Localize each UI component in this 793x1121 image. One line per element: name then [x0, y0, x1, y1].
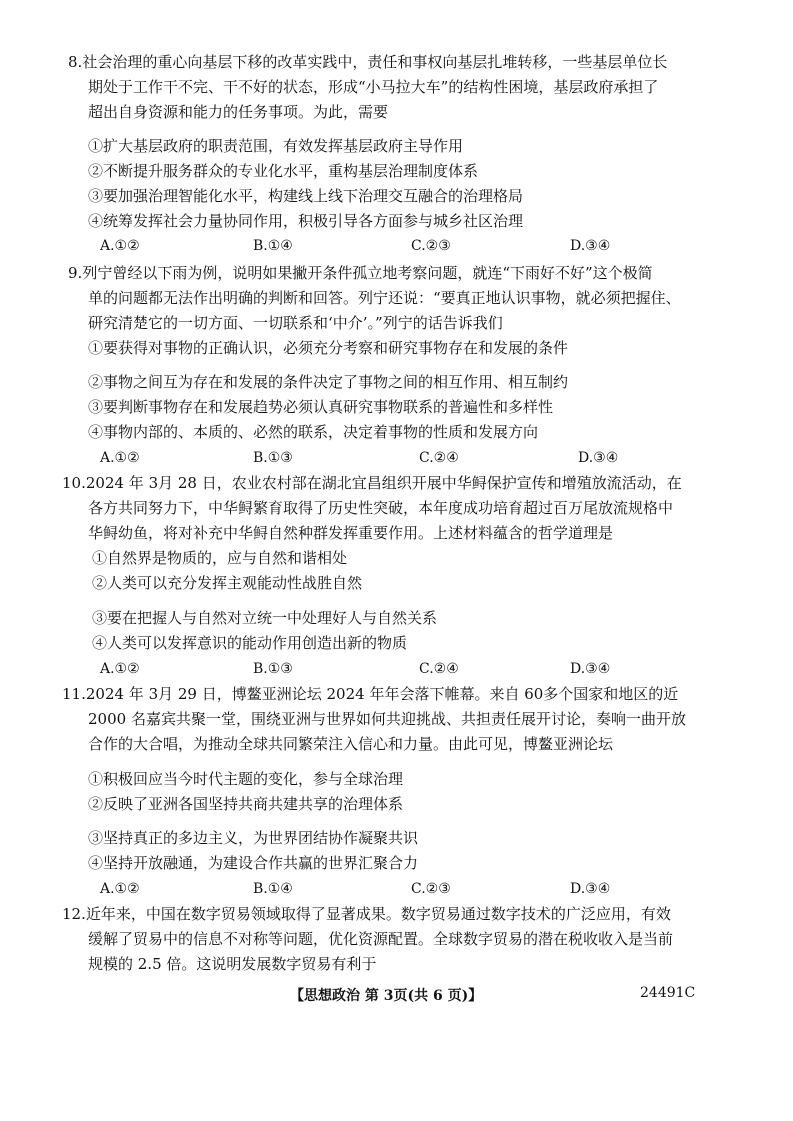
stem-line: 超出自身资源和能力的任务事项。为此，需要	[88, 103, 389, 121]
option-1: ①自然界是物质的，应与自然和谐相处	[92, 549, 348, 567]
stem-line: 2024 年 3月 28 日，农业农村部在湖北宜昌组织开展中华鲟保护宣传和增殖放流活动，在	[85, 474, 682, 492]
option-2: ②反映了亚洲各国坚持共商共建共享的治理体系	[88, 795, 404, 813]
paper-code: 24491C	[640, 985, 696, 1001]
choice-d: D.③④	[570, 238, 611, 254]
option-3: ③要在把握人与自然对立统一中处理好人与自然关系	[92, 609, 438, 627]
stem-line: 列宁曾经以下雨为例，说明如果撇开条件孤立地考察问题，就连“下雨好不好”这个极简	[82, 264, 653, 282]
question-number: 9.	[68, 264, 83, 282]
choice-b: B.①④	[253, 238, 293, 254]
choice-c: C.②③	[411, 238, 451, 254]
choice-a: A.①②	[100, 238, 140, 254]
option-1: ①要获得对事物的正确认识，必须充分考察和研究事物存在和发展的条件	[88, 339, 569, 357]
stem-line: 近年来，中国在数字贸易领域取得了显著成果。数字贸易通过数字技术的广泛应用，有效	[85, 905, 671, 923]
stem-line: 研究清楚它的一切方面、一切联系和‘中介’。”列宁的话告诉我们	[88, 314, 503, 332]
question-11-stem	[62, 682, 732, 757]
stem-line: 2000 名嘉宾共聚一堂，围绕亚洲与世界如何共迎挑战、共担责任展开讨论，奏响一曲开放	[88, 710, 686, 728]
option-3: ③要加强治理智能化水平，构建线上线下治理交互融合的治理格局	[88, 187, 524, 205]
option-1: ①积极回应当今时代主题的变化，参与全球治理	[88, 770, 404, 788]
answer-choices	[100, 238, 740, 262]
choice-c: C.②③	[411, 881, 451, 897]
stem-line: 规模的 2.5 倍。这说明发展数字贸易有利于	[88, 955, 377, 973]
question-number: 11.	[62, 685, 86, 703]
question-number: 12.	[62, 905, 86, 923]
choice-c: C.②④	[419, 661, 459, 677]
choice-d: D.③④	[570, 661, 611, 677]
option-3: ③要判断事物存在和发展趋势必须认真研究事物联系的普遍性和多样性	[88, 398, 554, 416]
stem-line: 各方共同努力下，中华鲟繁育取得了历史性突破，本年度成功培育超过百万尾放流规格中	[88, 499, 674, 517]
footer-title: 【思想政治 第 3页(共 6 页)】	[290, 988, 483, 1004]
option-2: ②人类可以充分发挥主观能动性战胜自然	[92, 574, 363, 592]
question-number: 10.	[62, 474, 86, 492]
option-2: ②不断提升服务群众的专业化水平，重构基层治理制度体系	[88, 162, 479, 180]
stem-line: 期处于工作干不完、干不好的状态，形成“小马拉大车”的结构性困境，基层政府承担了	[88, 78, 659, 96]
option-2: ②事物之间互为存在和发展的条件决定了事物之间的相互作用、相互制约	[88, 373, 569, 391]
question-10-stem	[62, 471, 732, 546]
choice-a: A.①②	[100, 661, 140, 677]
stem-line: 社会治理的重心向基层下移的改革实践中，责任和事权向基层扎堆转移，一些基层单位长	[82, 53, 668, 71]
choice-c: C.②④	[419, 450, 459, 466]
choice-a: A.①②	[100, 450, 140, 466]
stem-line: 2024 年 3月 29 日，博鳌亚洲论坛 2024 年年会落下帷幕。来自 60多个国家和地区的近	[85, 685, 679, 703]
option-4: ④人类可以发挥意识的能动作用创造出新的物质	[92, 634, 408, 652]
stem-line: 缓解了贸易中的信息不对称等问题，优化资源配置。全球数字贸易的潜在税收收入是当前	[88, 930, 674, 948]
question-number: 8.	[68, 53, 83, 71]
question-12-stem	[62, 902, 732, 977]
choice-d: D.③④	[578, 450, 619, 466]
option-1: ①扩大基层政府的职责范围，有效发挥基层政府主导作用	[88, 137, 464, 155]
option-4: ④事物内部的、本质的、必然的联系，决定着事物的性质和发展方向	[88, 423, 539, 441]
choice-b: B.①③	[253, 450, 293, 466]
stem-line: 华鲟幼鱼，将对补充中华鲟自然种群发挥重要作用。上述材料蕴含的哲学道理是	[88, 524, 614, 542]
stem-line: 单的问题都无法作出明确的判断和回答。列宁还说：“要真正地认识事物，就必须把握住、	[88, 289, 681, 307]
choice-a: A.①②	[100, 881, 140, 897]
option-4: ④坚持开放融通，为建设合作共赢的世界汇聚合力	[88, 854, 419, 872]
option-4: ④统筹发挥社会力量协同作用，积极引导各方面参与城乡社区治理	[88, 212, 524, 230]
question-8-stem	[68, 50, 728, 125]
stem-line: 合作的大合唱，为推动全球共同繁荣注入信心和力量。由此可见，博鳌亚洲论坛	[88, 735, 614, 753]
option-3: ③坚持真正的多边主义，为世界团结协作凝聚共识	[88, 829, 419, 847]
choice-b: B.①③	[253, 661, 293, 677]
question-9-stem	[68, 261, 728, 336]
choice-b: B.①④	[253, 881, 293, 897]
choice-d: D.③④	[570, 881, 611, 897]
